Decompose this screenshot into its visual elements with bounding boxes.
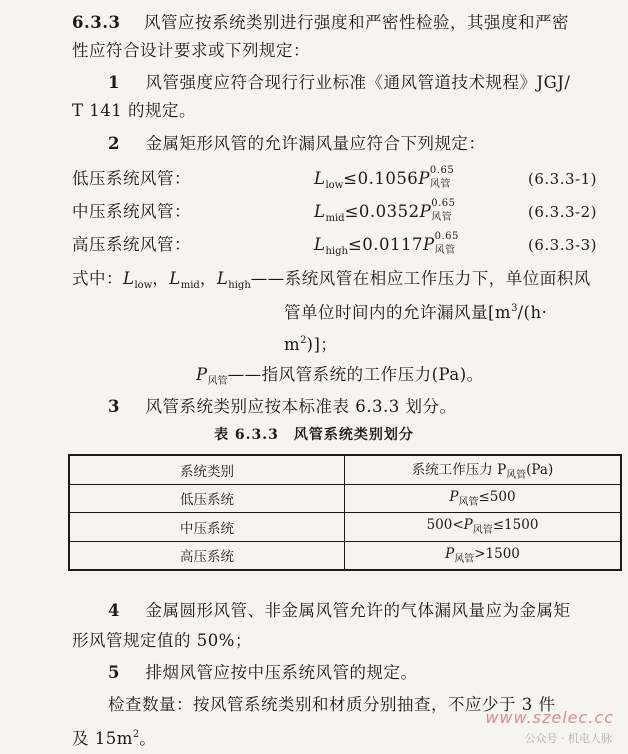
clause-title-line1: 风管应按系统类别进行强度和严密性检验，其强度和严密: [143, 13, 569, 32]
item-5-number: 5: [108, 663, 120, 682]
row-pressure: $P_{风管}>1500$: [345, 541, 622, 570]
where-definition-line1: ——系统风管在相应工作压力下，单位面积风: [250, 269, 591, 288]
item-1-number: 1: [108, 73, 120, 92]
item-2-text: 金属矩形风管的允许漏风量应符合下列规定：: [145, 134, 486, 153]
site-watermark: www.szelec.cc: [485, 708, 614, 727]
where-p-definition: $P_{风管}——$指风管系统的工作压力(Pa)。: [196, 365, 484, 387]
item-3-number: 3: [108, 397, 120, 416]
formula-label: 低压系统风管：: [72, 169, 191, 188]
system-category-table: [68, 454, 622, 571]
formula-expression: $L_{low}\le 0.1056P$ 0.65 风管: [314, 165, 455, 191]
clause-number: 6.3.3: [72, 13, 121, 32]
clause-title-line2: 性应符合设计要求或下列规定：: [72, 41, 310, 60]
equation-number: (6.3.3-2): [528, 203, 597, 221]
header-category: 系统类别: [69, 455, 345, 484]
item-4-number: 4: [108, 601, 120, 620]
where-definition-line3: $m^2$)]；: [284, 335, 338, 354]
item-5: [108, 662, 417, 684]
header-pressure: 系统工作压力 $P_{风管}(Pa)$: [345, 455, 622, 484]
item-5-text: 排烟风管应按中压系统风管的规定。: [145, 663, 418, 682]
table-row: [69, 513, 621, 542]
item-3: [108, 396, 456, 418]
table-header-row: [69, 455, 621, 484]
item-1-text-line2: T 141 的规定。: [72, 101, 196, 120]
formula-expression: $L_{mid}\le 0.0352P$ 0.65 风管: [314, 198, 456, 224]
row-category: 中压系统: [69, 513, 345, 542]
where-definition-line2: 管单位时间内的允许漏风量[$m^3/(h\cdot$: [284, 303, 548, 322]
item-3-text: 风管系统类别应按本标准表 6.3.3 划分。: [145, 397, 457, 416]
item-1: [108, 72, 570, 94]
where-prefix: 式中：: [72, 269, 123, 288]
row-category: 低压系统: [69, 484, 345, 513]
formula-expression: $L_{high}\le 0.0117P$ 0.65 风管: [314, 231, 459, 257]
clause-heading: [72, 12, 569, 34]
account-watermark: 公众号 · 机电人脉: [524, 732, 612, 745]
formula-label: 中压系统风管：: [72, 202, 191, 221]
equation-number: (6.3.3-1): [528, 170, 597, 188]
item-4-text: 金属圆形风管、非金属风管允许的气体漏风量应为金属矩: [145, 601, 571, 620]
row-category: 高压系统: [69, 541, 345, 570]
formula-label: 高压系统风管：: [72, 235, 191, 254]
item-2-number: 2: [108, 134, 120, 153]
inspection-line2: 及 $15m^2$。: [72, 729, 157, 748]
item-4: [108, 600, 570, 622]
table-row: [69, 541, 621, 570]
inspection-line1: 检查数量：按风管系统类别和材质分别抽查，不应少于 3 件: [108, 695, 556, 714]
where-clause-line1: 式中：$L_{low}$，$L_{mid}$，$L_{high}——$系统风管在相应工作压力下，单位面积风: [72, 269, 591, 291]
item-1-text: 风管强度应符合现行行业标准《通风管道技术规程》JGJ/: [145, 73, 571, 92]
item-2: [108, 133, 485, 155]
row-pressure: $500<P_{风管}\le 1500$: [345, 513, 622, 542]
equation-number: (6.3.3-3): [528, 236, 597, 254]
row-pressure: $P_{风管}\le 500$: [345, 484, 622, 513]
item-4-text-line2: 形风管规定值的 50%；: [72, 631, 252, 650]
table-row: [69, 484, 621, 513]
table-caption: 表 6.3.3 风管系统类别划分: [214, 427, 414, 443]
